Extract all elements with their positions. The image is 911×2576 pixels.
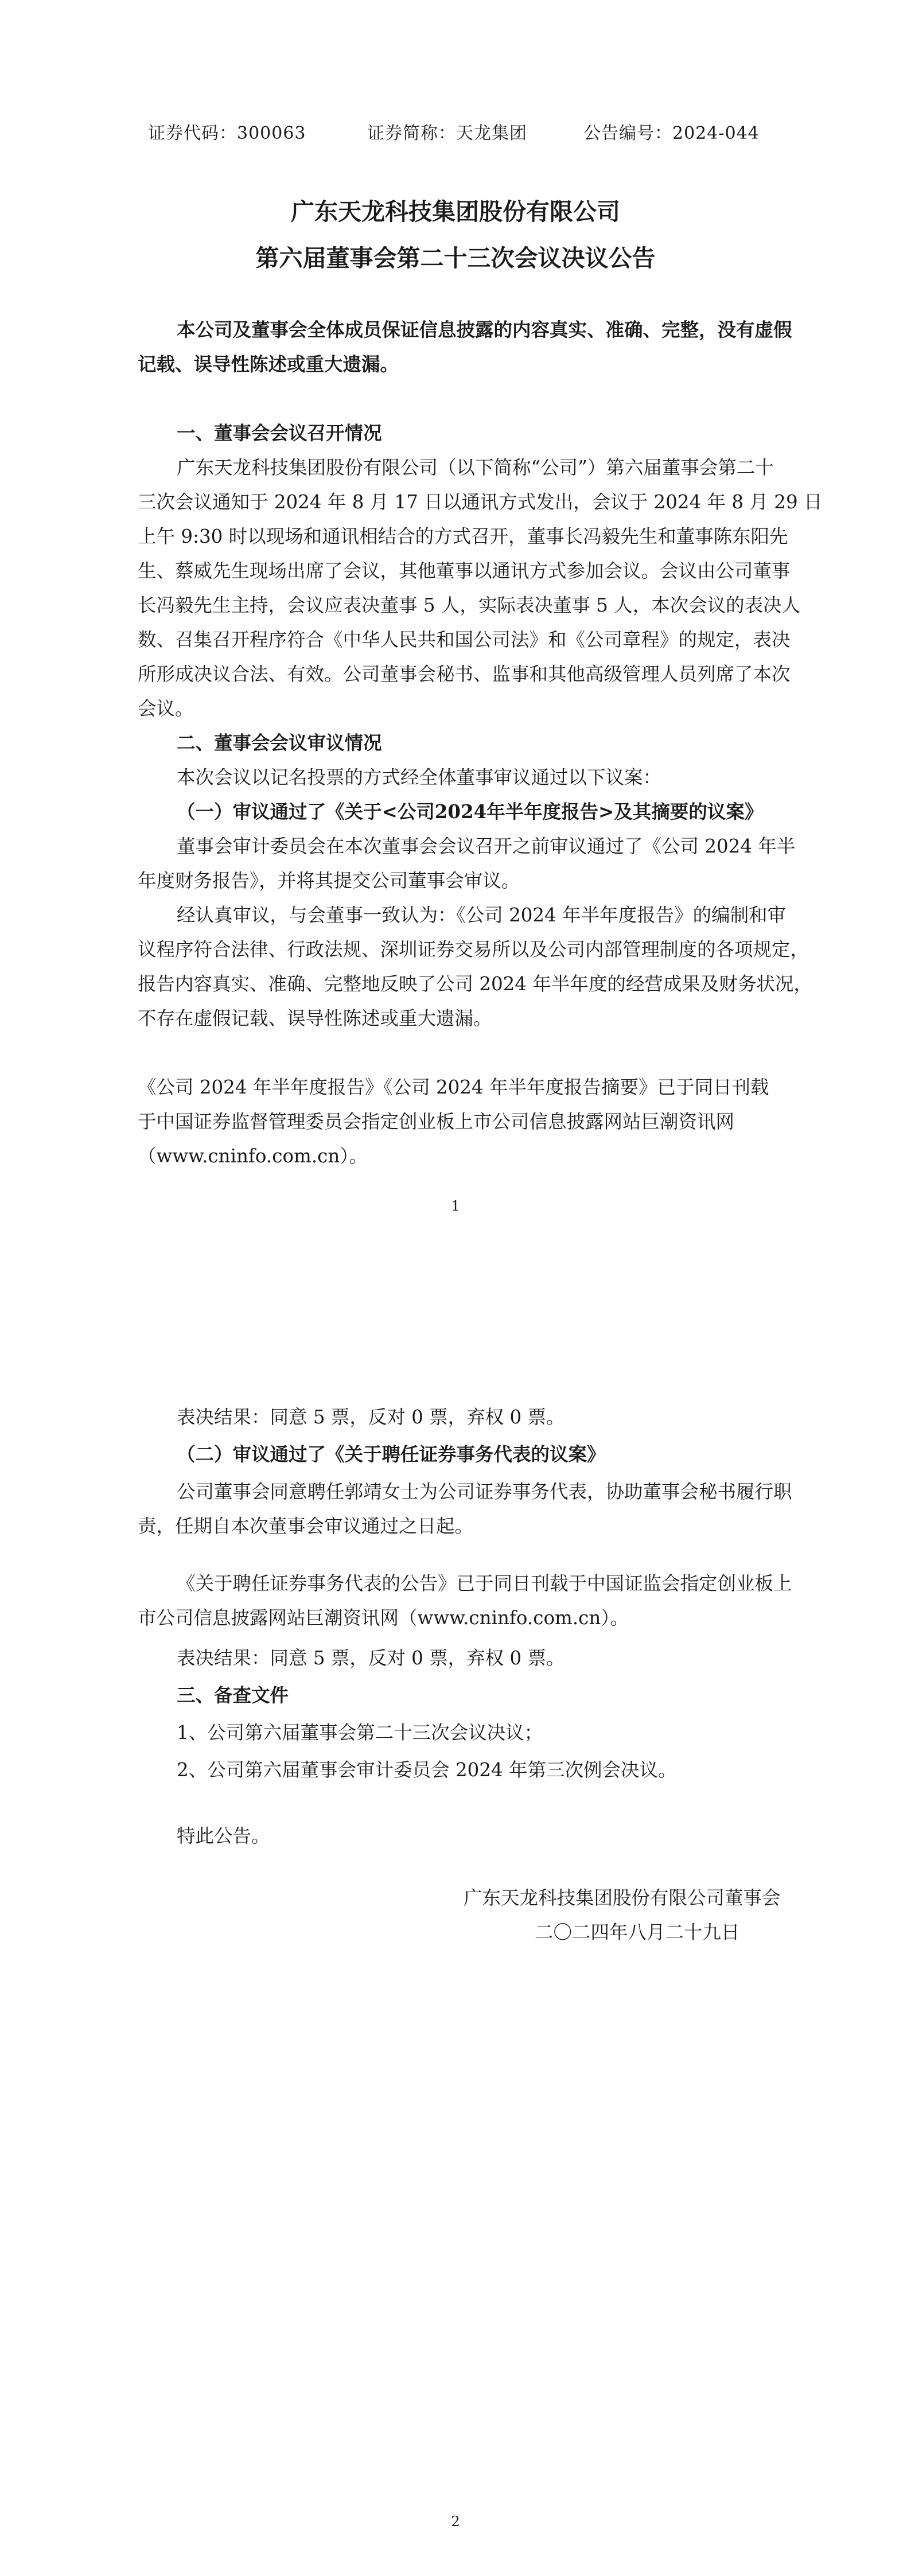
reference-document-item: 2、公司第六届董事会审计委员会 2024 年第三次例会决议。 — [177, 1759, 677, 1781]
section1-line: 数、召集召开程序符合《中华人民共和国公司法》和《公司章程》的规定，表决 — [138, 629, 791, 651]
item2-paragraph-line: 公司董事会同意聘任郭靖女士为公司证券事务代表，协助董事会秘书履行职 — [177, 1481, 792, 1503]
statement-line-1: 本公司及董事会全体成员保证信息披露的内容真实、准确、完整，没有虚假 — [177, 318, 792, 341]
signature-date: 二〇二四年八月二十九日 — [535, 1921, 740, 1943]
item1-paragraph-line: 《公司 2024 年半年度报告》《公司 2024 年半年度报告摘要》已于同日刊载 — [138, 1076, 769, 1098]
section1-line: 三次会议通知于 2024 年 8 月 17 日以通讯方式发出，会议于 2024 年 8 月 29 日 — [138, 491, 823, 513]
item1-heading: （一）审议通过了《关于<公司2024年半年度报告>及其摘要的议案》 — [177, 800, 764, 823]
section3-heading: 三、备查文件 — [177, 1684, 289, 1706]
section1-line: 长冯毅先生主持，会议应表决董事 5 人，实际表决董事 5 人，本次会议的表决人 — [138, 594, 801, 616]
item1-paragraph-line: 年度财务报告》，并将其提交公司董事会审议。 — [138, 870, 520, 892]
notice-number: 公告编号：2024-044 — [583, 123, 760, 143]
item1-paragraph-line: 议程序符合法律、行政法规、深圳证券交易所以及公司内部管理制度的各项规定， — [138, 939, 809, 960]
signature-company: 广东天龙科技集团股份有限公司董事会 — [464, 1887, 781, 1909]
company-title: 广东天龙科技集团股份有限公司 — [291, 198, 620, 225]
section2-heading: 二、董事会会议审议情况 — [177, 731, 382, 754]
item1-paragraph-line: 于中国证券监督管理委员会指定创业板上市公司信息披露网站巨潮资讯网 — [138, 1111, 735, 1133]
item2-heading: （二）审议通过了《关于聘任证券事务代表的议案》 — [177, 1443, 606, 1465]
section1-line: 生、蔡威先生现场出席了会议，其他董事以通讯方式参加会议。会议由公司董事 — [138, 560, 791, 582]
reference-document-item: 1、公司第六届董事会第二十三次会议决议； — [177, 1722, 543, 1744]
item2-paragraph-line: 责，任期自本次董事会审议通过之日起。 — [138, 1515, 474, 1537]
item1-paragraph-line: （www.cninfo.com.cn）。 — [138, 1145, 368, 1167]
section1-line: 广东天龙科技集团股份有限公司（以下简称“公司”）第六届董事会第二十 — [177, 457, 774, 478]
section1-heading: 一、董事会会议召开情况 — [177, 422, 382, 444]
section1-line: 所形成决议合法、有效。公司董事会秘书、监事和其他高级管理人员列席了本次 — [138, 663, 791, 685]
stock-code: 证券代码：300063 — [148, 123, 306, 143]
section1-line: 会议。 — [138, 698, 194, 719]
item1-paragraph-line: 不存在虚假记载、误导性陈述或重大遗漏。 — [138, 1007, 492, 1029]
document-title: 第六届董事会第二十三次会议决议公告 — [255, 244, 656, 272]
item1-paragraph-line: 报告内容真实、准确、完整地反映了公司 2024 年半年度的经营成果及财务状况， — [138, 973, 812, 995]
statement-line-2: 记载、误导性陈述或重大遗漏。 — [138, 353, 399, 375]
item1-paragraph-line: 经认真审议，与会董事一致认为：《公司 2024 年半年度报告》的编制和审 — [177, 904, 787, 926]
item2-paragraph-line: 市公司信息披露网站巨潮资讯网（www.cninfo.com.cn）。 — [138, 1607, 629, 1629]
section2-intro: 本次会议以记名投票的方式经全体董事审议通过以下议案： — [177, 766, 662, 788]
item2-vote-result: 表决结果：同意 5 票，反对 0 票，弃权 0 票。 — [177, 1647, 565, 1669]
item2-paragraph-line: 《关于聘任证券事务代表的公告》已于同日刊载于中国证监会指定创业板上 — [177, 1573, 792, 1594]
closing-text: 特此公告。 — [177, 1825, 270, 1847]
item1-vote-result: 表决结果：同意 5 票，反对 0 票，弃权 0 票。 — [177, 1406, 565, 1428]
item1-paragraph-line: 董事会审计委员会在本次董事会会议召开之前审议通过了《公司 2024 年半 — [177, 835, 796, 857]
page-number: 1 — [451, 1198, 460, 1214]
page-number: 2 — [451, 2513, 460, 2530]
section1-line: 上午 9:30 时以现场和通讯相结合的方式召开，董事长冯毅先生和董事陈东阳先 — [138, 526, 788, 547]
stock-short-name: 证券简称：天龙集团 — [367, 123, 527, 143]
